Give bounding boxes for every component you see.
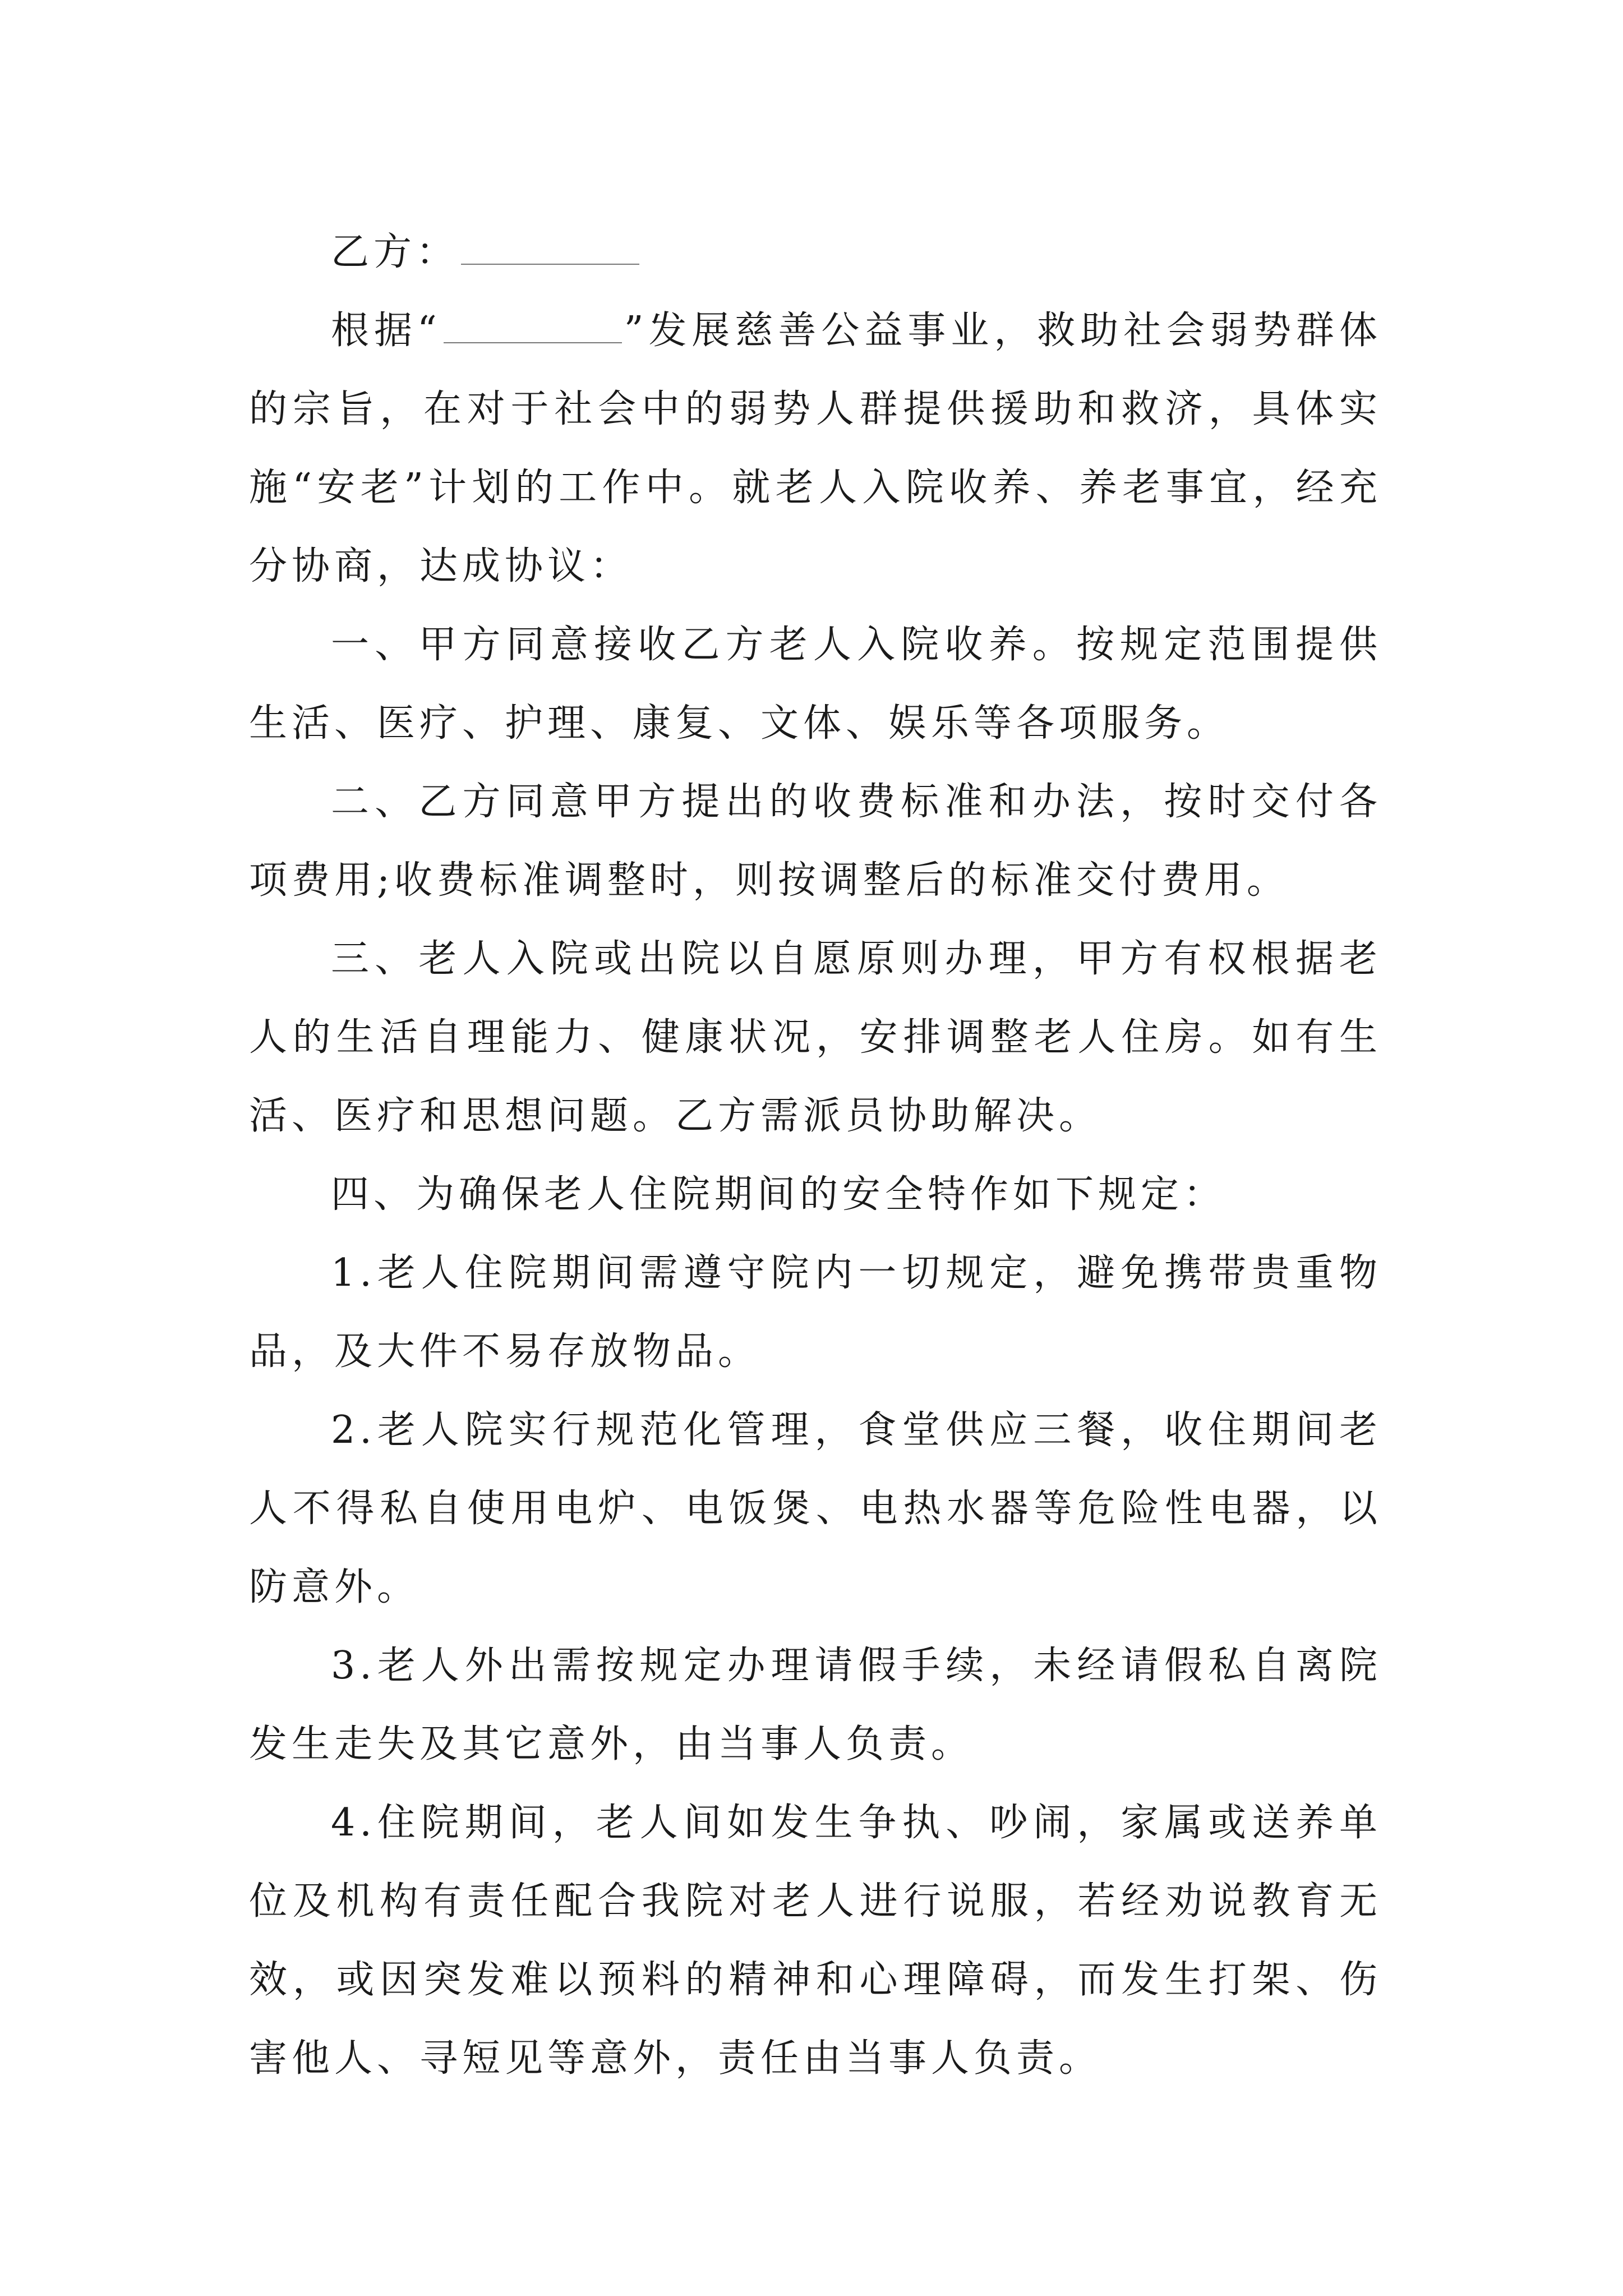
rule-3: 3.老人外出需按规定办理请假手续，未经请假私自离院发生走失及其它意外，由当事人负责。 (249, 1644, 1382, 1766)
rule-1: 1.老人住院期间需遵守院内一切规定，避免携带贵重物品，及大件不易存放物品。 (249, 1251, 1382, 1374)
intro-suffix: ”发展慈善公益事业，救助社会弱势群体的宗旨，在对于社会中的弱势人群提供援助和救济，具体实施“安老”计划的工作中。就老人入院收养、养老事宜，经充分协商，达成协议： (249, 309, 1382, 588)
document-body (249, 213, 1382, 2098)
party-b-line (249, 213, 1382, 292)
clause-4: 四、为确保老人住院期间的安全特作如下规定： (331, 1172, 1227, 1217)
rule-4: 4.住院期间，老人间如发生争执、吵闹，家属或送养单位及机构有责任配合我院对老人进行说服，若经劝说教育无效，或因突发难以预料的精神和心理障碍，而发生打架、伤害他人、寻短见等意外，责任由当事人负责。 (249, 1801, 1382, 2081)
party-b-label: 乙方： (331, 230, 459, 274)
intro-paragraph (249, 292, 1382, 606)
clause-1: 一、甲方同意接收乙方老人入院收养。按规定范围提供生活、医疗、护理、康复、文体、娱乐等各项服务。 (249, 623, 1382, 746)
clause-2: 二、乙方同意甲方提出的收费标准和办法，按时交付各项费用;收费标准调整时，则按调整后的标准交付费用。 (249, 780, 1382, 903)
intro-blank (444, 315, 622, 343)
party-b-blank (461, 237, 639, 265)
intro-prefix: 根据“ (331, 309, 441, 353)
rule-2: 2.老人院实行规范化管理，食堂供应三餐，收住期间老人不得私自使用电炉、电饭煲、电热水器等危险性电器，以防意外。 (249, 1408, 1382, 1609)
clause-3: 三、老人入院或出院以自愿原则办理，甲方有权根据老人的生活自理能力、健康状况，安排调整老人住房。如有生活、医疗和思想问题。乙方需派员协助解决。 (249, 937, 1382, 1138)
